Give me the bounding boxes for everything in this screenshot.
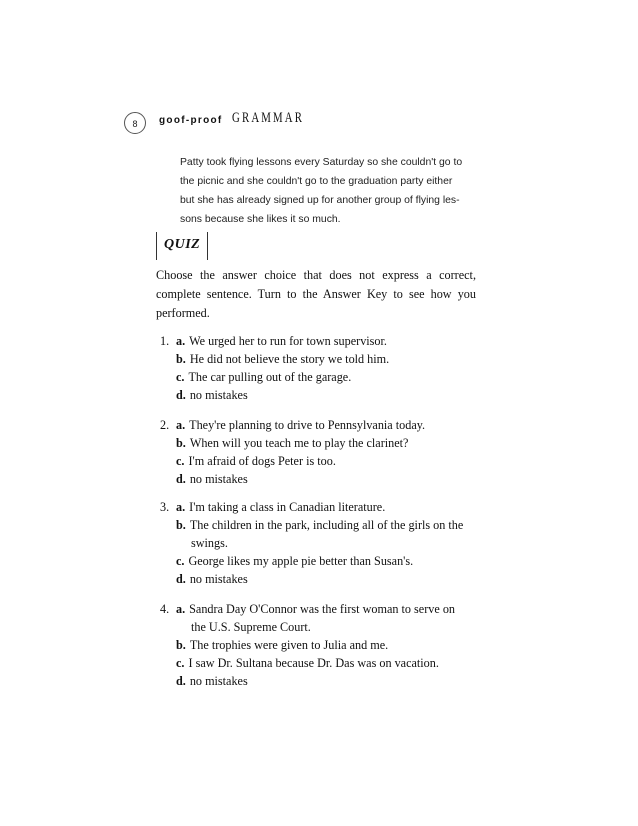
choice-letter: c. [176, 656, 185, 670]
choice-c [160, 654, 480, 672]
choice-text-continued: the U.S. Supreme Court. [191, 620, 311, 634]
choice-text: The car pulling out of the garage. [188, 370, 352, 384]
example-line: Patty took flying lessons every Saturday so she couldn't go to [180, 157, 463, 168]
question-number: 3. [160, 500, 170, 514]
page-number: 8 [124, 112, 146, 134]
choice-text: When will you teach me to play the clarinet? [189, 436, 409, 450]
question-3 [160, 498, 480, 588]
choice-text: no mistakes [189, 388, 248, 402]
choice-letter: c. [176, 370, 185, 384]
choice-a [160, 332, 480, 350]
choice-d [160, 570, 480, 588]
choice-b [160, 350, 480, 368]
choice-a [160, 498, 480, 516]
choice-letter: b. [176, 436, 186, 450]
choice-letter: d. [176, 674, 186, 688]
choice-c [160, 368, 480, 386]
choice-letter: a. [176, 602, 186, 616]
choice-letter: c. [176, 554, 185, 568]
choice-a [160, 600, 480, 636]
choice-d [160, 470, 480, 488]
choice-b [160, 516, 480, 552]
choice-b [160, 636, 480, 654]
choice-letter: d. [176, 472, 186, 486]
brand-name: goof-proof [159, 115, 223, 126]
choice-letter: c. [176, 454, 185, 468]
choice-d [160, 672, 480, 690]
example-line: the picnic and she couldn't go to the graduation party either [180, 176, 453, 187]
choice-letter: d. [176, 388, 186, 402]
choice-letter: a. [176, 418, 186, 432]
choice-text: The trophies were given to Julia and me. [189, 638, 389, 652]
choice-text: He did not believe the story we told him. [189, 352, 390, 366]
question-number: 1. [160, 334, 170, 348]
choice-a [160, 416, 480, 434]
choice-letter: b. [176, 518, 186, 532]
choice-letter: d. [176, 572, 186, 586]
choice-letter: b. [176, 352, 186, 366]
question-1 [160, 332, 480, 404]
choice-text: We urged her to run for town supervisor. [189, 334, 387, 348]
choice-c [160, 552, 480, 570]
question-4 [160, 600, 480, 690]
example-paragraph [180, 153, 470, 229]
question-2 [160, 416, 480, 488]
choice-text: They're planning to drive to Pennsylvania today. [189, 418, 426, 432]
choice-text: no mistakes [189, 472, 248, 486]
choice-text: I'm taking a class in Canadian literature. [189, 500, 386, 514]
choice-text: no mistakes [189, 572, 248, 586]
quiz-bar-left [156, 232, 157, 260]
choice-c [160, 452, 480, 470]
choice-text: I'm afraid of dogs Peter is too. [188, 454, 336, 468]
choice-text: George likes my apple pie better than Susan's. [188, 554, 414, 568]
example-line: sons because she likes it so much. [180, 214, 341, 225]
choice-text: The children in the park, including all of the girls on the [189, 518, 464, 532]
question-number: 2. [160, 418, 170, 432]
choice-letter: a. [176, 500, 186, 514]
choice-letter: b. [176, 638, 186, 652]
choice-text: Sandra Day O'Connor was the first woman to serve on [189, 602, 456, 616]
choice-text-continued: swings. [191, 536, 228, 550]
choice-d [160, 386, 480, 404]
series-title: GRAMMAR [232, 110, 305, 126]
choice-text: I saw Dr. Sultana because Dr. Das was on vacation. [188, 656, 439, 670]
question-number: 4. [160, 602, 170, 616]
quiz-title: QUIZ [164, 237, 201, 252]
choice-b [160, 434, 480, 452]
quiz-bar-right [207, 232, 208, 260]
choice-letter: a. [176, 334, 186, 348]
quiz-instructions: Choose the answer choice that does not express a correct, complete sentence. Turn to the Answer Key to see how you performed. [156, 268, 476, 320]
example-line: but she has already signed up for another group of flying les- [180, 195, 460, 206]
choice-text: no mistakes [189, 674, 248, 688]
